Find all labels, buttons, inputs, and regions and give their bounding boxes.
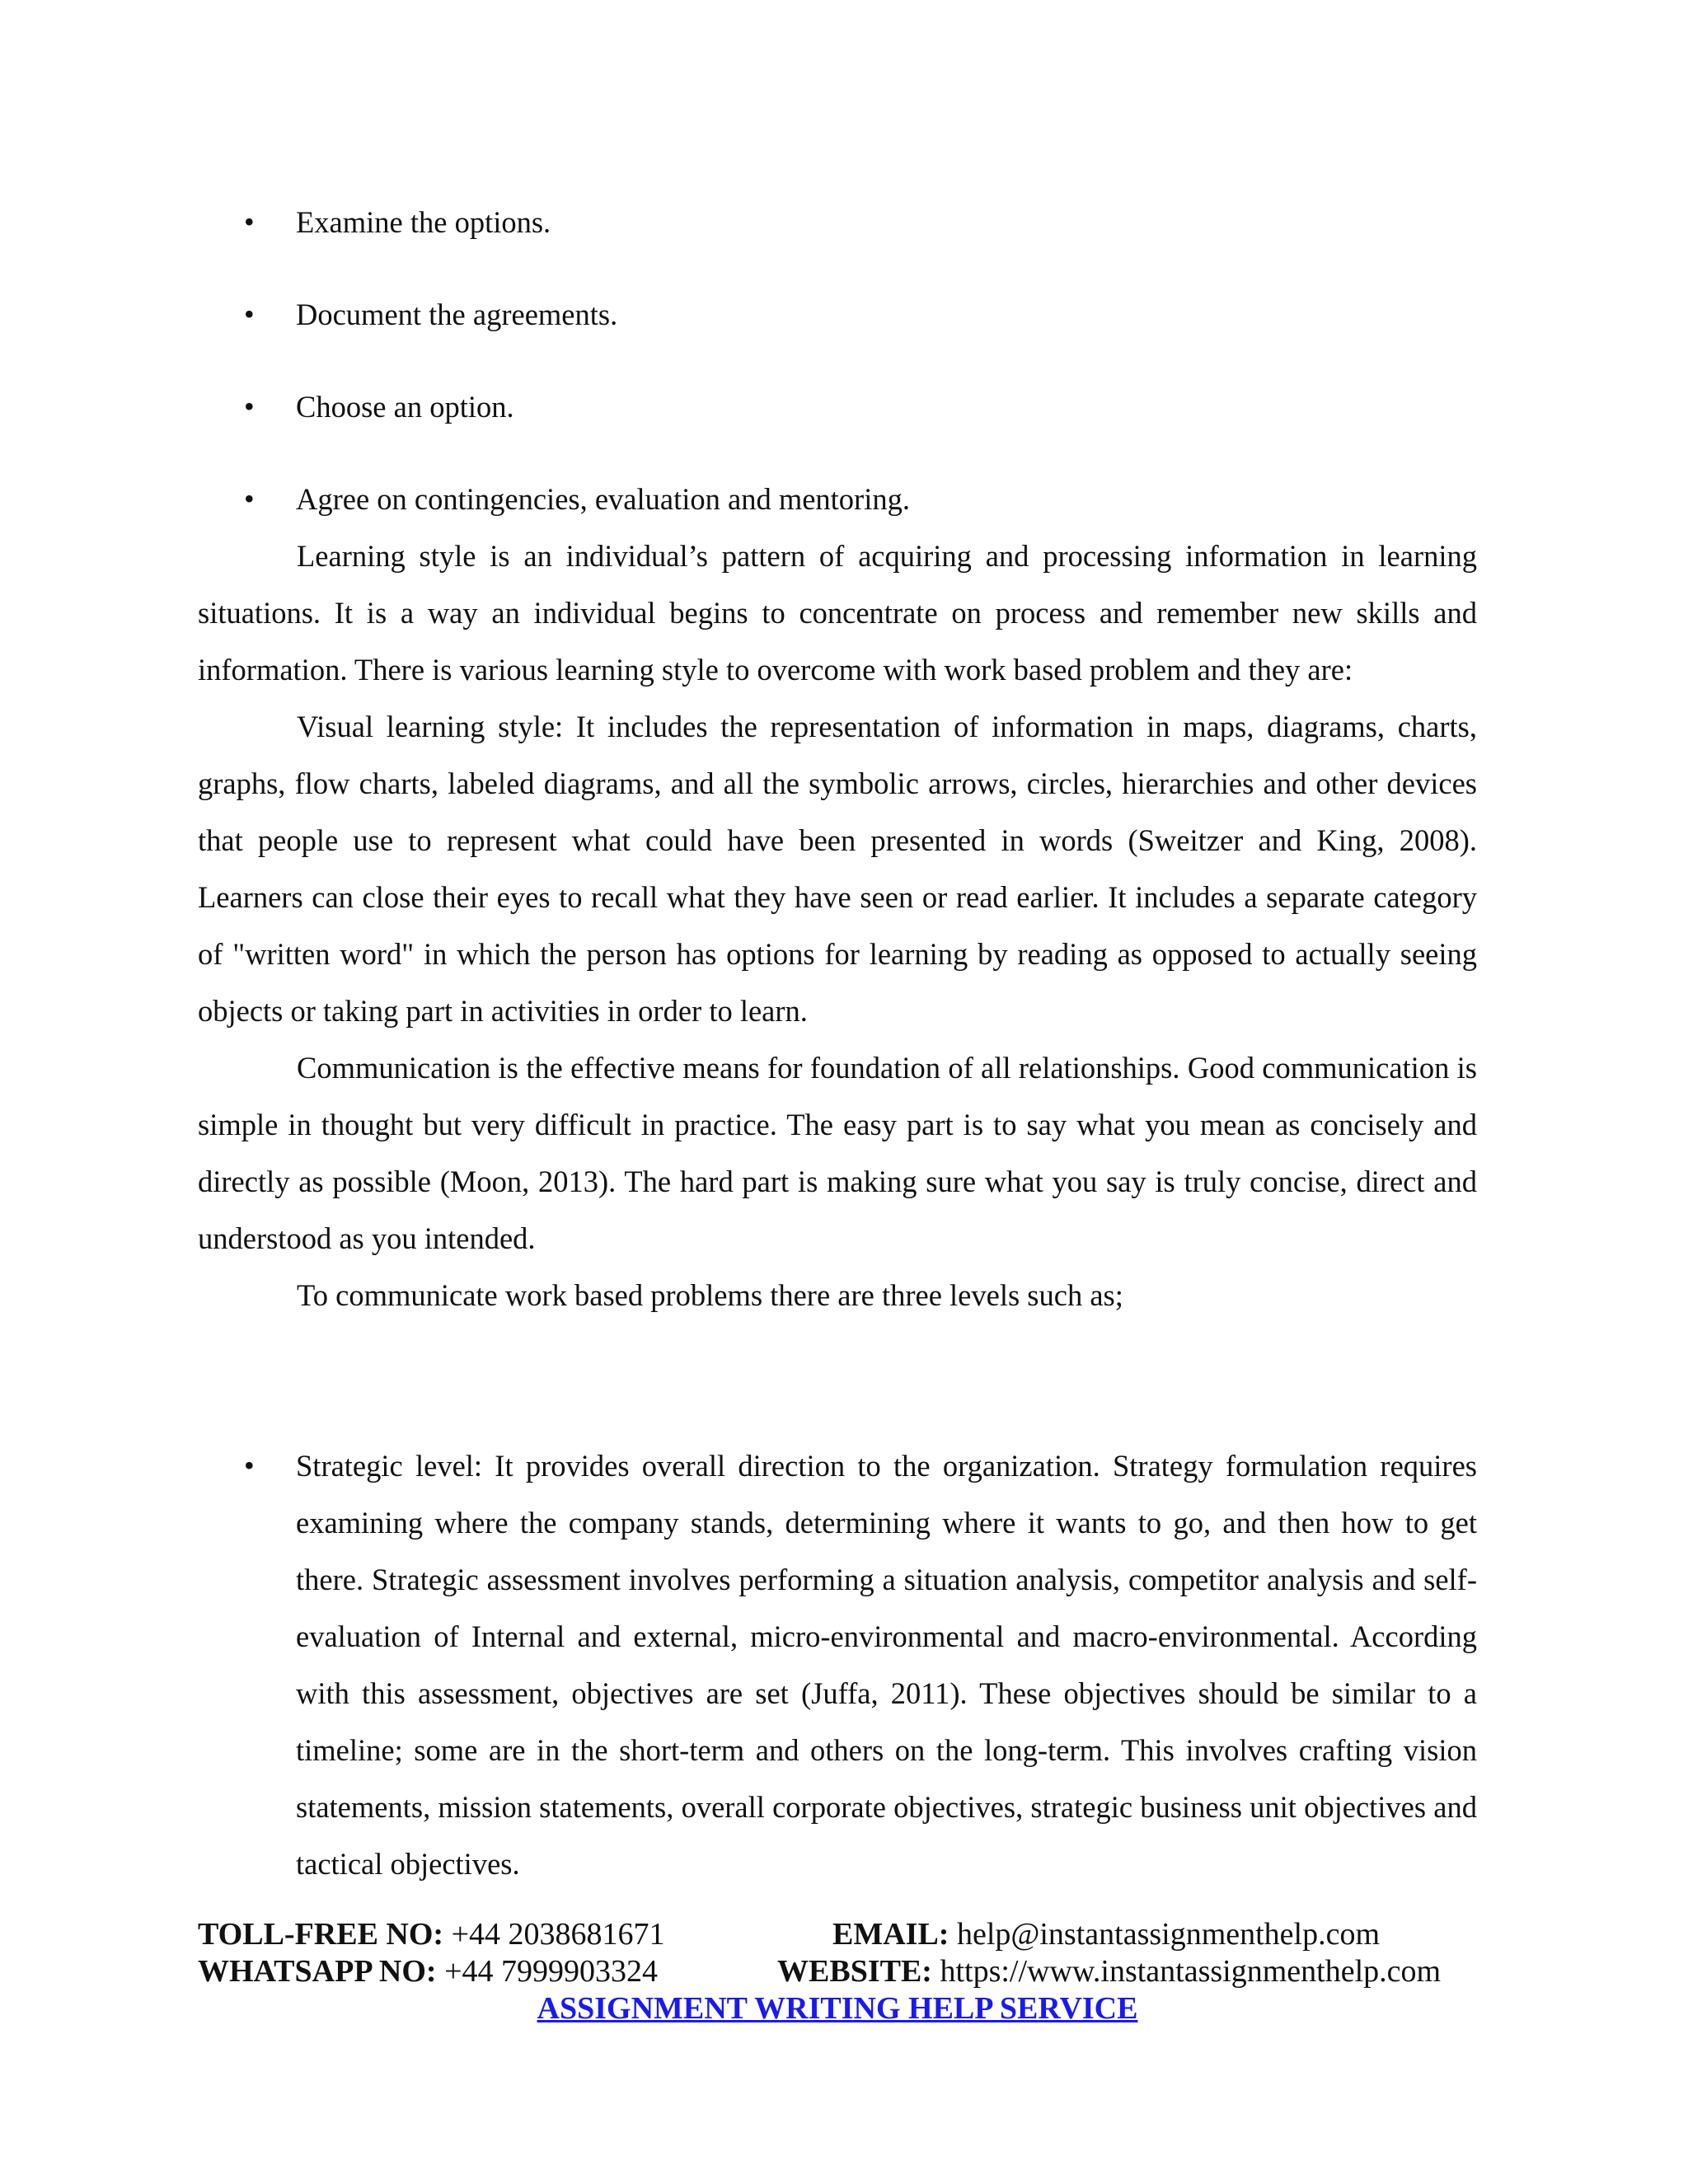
- website-value: https://www.instantassignmenthelp.com: [931, 1954, 1442, 1989]
- assignment-help-link[interactable]: ASSIGNMENT WRITING HELP SERVICE: [537, 1991, 1138, 2026]
- communication-paragraph: Communication is the effective means for foundation of all relationships. Good communication is simple in thought but very difficult in practice. The easy part is to say what you mean as concisely and directly as possible (Moon, 2013). The hard part is making sure what you say is truly concise, direct and understood as you intended.: [198, 1051, 1477, 1255]
- tollfree-number: [198, 1916, 665, 1953]
- footer-row-contact: [198, 1916, 1484, 1953]
- email-contact: [832, 1916, 1380, 1953]
- tollfree-label: TOLL-FREE NO:: [198, 1917, 444, 1952]
- body-text: [198, 527, 1477, 1324]
- bullet-text: Choose an option.: [296, 390, 514, 424]
- bullet-list: [198, 194, 1477, 527]
- list-item: [198, 378, 1477, 471]
- list-item: [198, 286, 1477, 378]
- website-contact: [777, 1953, 1441, 1990]
- whatsapp-value: +44 7999903324: [436, 1954, 659, 1989]
- list-item: [198, 194, 1477, 286]
- bullet-icon: •: [244, 1449, 255, 1482]
- whatsapp-number: [198, 1953, 658, 1990]
- strategic-level-text: Strategic level: It provides overall direction to the organization. Strategy formulation requires examining where the company stands, determining where it wants to go, and then how to get there. Strategic assessment involves performing a situation analysis, competitor analysis and self-evaluation of Internal and external, micro-environmental and macro-environmental. According with this assessment, objectives are set (Juffa, 2011). These objectives should be similar to a timeline; some are in the short-term and others on the long-term. This involves crafting vision statements, mission statements, overall corporate objectives, strategic business unit objectives and tactical objectives.: [296, 1449, 1477, 1881]
- bullet-icon: •: [244, 390, 255, 423]
- email-value: help@instantassignmenthelp.com: [949, 1917, 1381, 1952]
- bullet-icon: •: [244, 298, 255, 330]
- strategic-level-item: [198, 1437, 1477, 1892]
- footer-row-web: [198, 1953, 1484, 1990]
- bullet-text: Examine the options.: [296, 205, 551, 239]
- bullet-text: Agree on contingencies, evaluation and mentoring.: [296, 482, 910, 516]
- page-footer: [198, 1916, 1484, 2026]
- levels-intro-paragraph: To communicate work based problems there are three levels such as;: [297, 1278, 1123, 1312]
- bullet-icon: •: [244, 205, 255, 238]
- website-label: WEBSITE:: [777, 1954, 932, 1989]
- bullet-text: Document the agreements.: [296, 298, 618, 331]
- email-label: EMAIL:: [832, 1917, 950, 1952]
- list-item: [198, 471, 1477, 527]
- bullet-icon: •: [244, 482, 255, 515]
- learning-style-paragraph: Learning style is an individual’s pattern of acquiring and processing information in learning situations. It is a way an individual begins to concentrate on process and remember new skills and information. There is various learning style to overcome with work based problem and they are:: [198, 539, 1477, 687]
- whatsapp-label: WHATSAPP NO:: [198, 1954, 437, 1989]
- visual-learning-paragraph: Visual learning style: It includes the representation of information in maps, diagrams, charts, graphs, flow charts, labeled diagrams, and all the symbolic arrows, circles, hierarchies and other devices that people use to represent what could have been presented in words (Sweitzer and King, 2008). Learners can close their eyes to recall what they have seen or read earlier. It includes a separate category of "written word" in which the person has options for learning by reading as opposed to actually seeing objects or taking part in activities in order to learn.: [198, 710, 1477, 1028]
- tollfree-value: +44 2038681671: [443, 1917, 665, 1952]
